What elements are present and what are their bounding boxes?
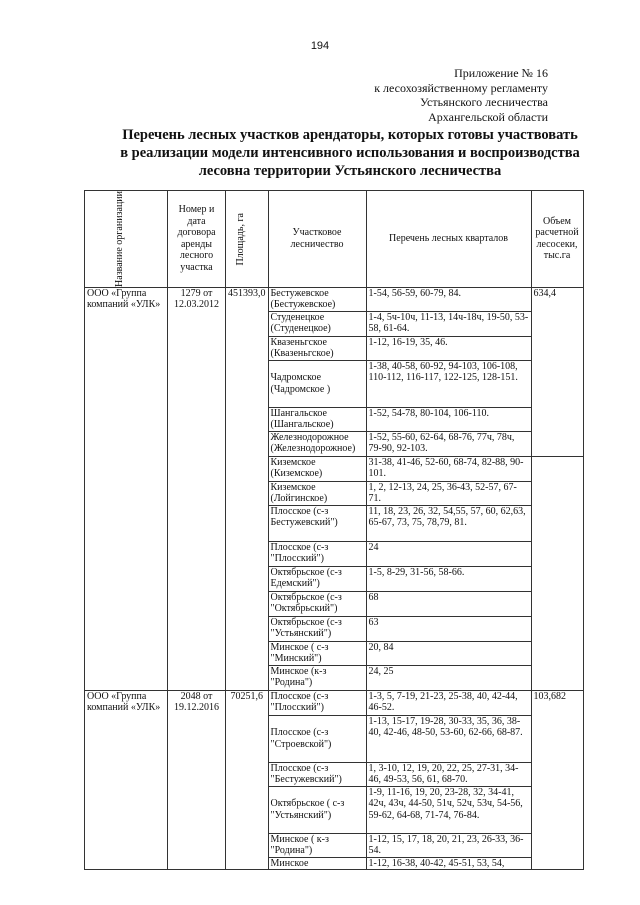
area-cell: 451393,0 <box>226 287 269 690</box>
page-number: 194 <box>310 40 330 52</box>
district-cell: Плосское (с-з "Бестужевский") <box>268 762 366 786</box>
org-cell: ООО «Группа компаний «УЛК» <box>85 690 168 870</box>
quarters-cell: 1-3, 5, 7-19, 21-23, 25-38, 40, 42-44, 46-52. <box>366 690 531 715</box>
title-line: лесовна территории Устьянского лесничества <box>198 163 502 179</box>
quarters-cell: 24 <box>366 541 531 566</box>
district-cell: Плосское (с-з "Плосский") <box>268 541 366 566</box>
district-cell: Октябрьское ( с-з "Устьянский") <box>268 786 366 833</box>
quarters-cell: 31-38, 41-46, 52-60, 68-74, 82-88, 90-101. <box>366 456 531 481</box>
header-quarters: Перечень лесных кварталов <box>366 191 531 288</box>
quarters-cell: 1-4, 5ч-10ч, 11-13, 14ч-18ч, 19-50, 53-58, 61-64. <box>366 311 531 336</box>
quarters-cell: 1-9, 11-16, 19, 20, 23-28, 32, 34-41, 42ч, 43ч, 44-50, 51ч, 52ч, 53ч, 54-56, 59-62, 64-68, 71-74, 76-84. <box>366 786 531 833</box>
district-cell: Плосское (с-з Бестужевский") <box>268 505 366 541</box>
district-cell: Студенецкое (Студенецкое) <box>268 311 366 336</box>
forest-plots-table <box>84 190 584 870</box>
appendix-note <box>374 66 548 124</box>
district-cell: Железнодорожное (Железнодорожное) <box>268 431 366 456</box>
area-cell: 70251,6 <box>226 690 269 870</box>
org-cell: ООО «Группа компаний «УЛК» <box>85 287 168 690</box>
header-contract: Номер и дата договора аренды лесного участка <box>168 191 226 288</box>
quarters-cell: 1-54, 56-59, 60-79, 84. <box>366 287 531 311</box>
district-cell: Киземское (Киземское) <box>268 456 366 481</box>
district-cell: Бестужевское (Бестужевское) <box>268 287 366 311</box>
quarters-cell: 1-52, 55-60, 62-64, 68-76, 77ч, 78ч, 79-90, 92-103. <box>366 431 531 456</box>
district-cell: Квазеньгское (Квазеньгское) <box>268 336 366 360</box>
district-cell: Плосское (с-з "Строевской") <box>268 715 366 762</box>
contract-cell: 1279 от 12.03.2012 <box>168 287 226 690</box>
appendix-line: Устьянского лесничества <box>419 95 548 109</box>
quarters-cell: 1-5, 8-29, 31-56, 58-66. <box>366 566 531 591</box>
contract-cell: 2048 от 19.12.2016 <box>168 690 226 870</box>
quarters-cell: 1, 3-10, 12, 19, 20, 22, 25, 27-31, 34-46, 49-53, 56, 61, 68-70. <box>366 762 531 786</box>
quarters-cell: 1-52, 54-78, 80-104, 106-110. <box>366 407 531 431</box>
quarters-cell: 1-38, 40-58, 60-92, 94-103, 106-108, 110-112, 116-117, 122-125, 128-151. <box>366 360 531 407</box>
quarters-cell: 11, 18, 23, 26, 32, 54,55, 57, 60, 62,63, 65-67, 73, 75, 78,79, 81. <box>366 505 531 541</box>
district-cell: Шангальское (Шангальское) <box>268 407 366 431</box>
district-cell: Октябрьское (с-з Едемский") <box>268 566 366 591</box>
header-area: Площадь, га <box>226 191 269 288</box>
quarters-cell: 1-12, 16-19, 35, 46. <box>366 336 531 360</box>
appendix-line: Приложение № 16 <box>454 66 548 80</box>
district-cell: Минское <box>268 857 366 870</box>
district-cell: Киземское (Лойгинское) <box>268 481 366 505</box>
appendix-line: к лесохозяйственному регламенту <box>374 80 548 95</box>
quarters-cell: 1-13, 15-17, 19-28, 30-33, 35, 36, 38-40, 42-46, 48-50, 53-60, 62-66, 68-87. <box>366 715 531 762</box>
district-cell: Минское ( к-з "Родина") <box>268 833 366 857</box>
volume-cell-empty <box>531 456 583 690</box>
district-cell: Плосское (с-з "Плосский") <box>268 690 366 715</box>
header-volume: Объем расчетной лесосеки, тыс.га <box>531 191 583 288</box>
district-cell: Октябрьское (с-з "Устьянский") <box>268 616 366 641</box>
quarters-cell: 24, 25 <box>366 665 531 690</box>
volume-cell: 634,4 <box>531 287 583 456</box>
quarters-cell: 1-12, 15, 17, 18, 20, 21, 23, 26-33, 36-54. <box>366 833 531 857</box>
quarters-cell: 20, 84 <box>366 641 531 665</box>
quarters-cell: 1, 2, 12-13, 24, 25, 36-43, 52-57, 67-71. <box>366 481 531 505</box>
table-row <box>85 287 584 311</box>
table-row <box>85 690 584 715</box>
district-cell: Октябрьское (с-з "Октябрьский") <box>268 591 366 616</box>
title-line: в реализации модели интенсивного использования и воспроизводства <box>120 145 580 161</box>
document-title <box>80 126 620 180</box>
quarters-cell: 1-12, 16-38, 40-42, 45-51, 53, 54, <box>366 857 531 870</box>
district-cell: Чадромское (Чадромское ) <box>268 360 366 407</box>
appendix-line: Архангельской области <box>428 109 548 124</box>
quarters-cell: 63 <box>366 616 531 641</box>
title-line: Перечень лесных участков арендаторы, которых готовы участвовать <box>122 127 578 143</box>
district-cell: Минское ( с-з "Минский") <box>268 641 366 665</box>
header-district: Участковое лесничество <box>268 191 366 288</box>
volume-cell: 103,682 <box>531 690 583 870</box>
district-cell: Минское (к-з "Родина") <box>268 665 366 690</box>
quarters-cell: 68 <box>366 591 531 616</box>
header-organization: Название организации <box>85 191 168 288</box>
